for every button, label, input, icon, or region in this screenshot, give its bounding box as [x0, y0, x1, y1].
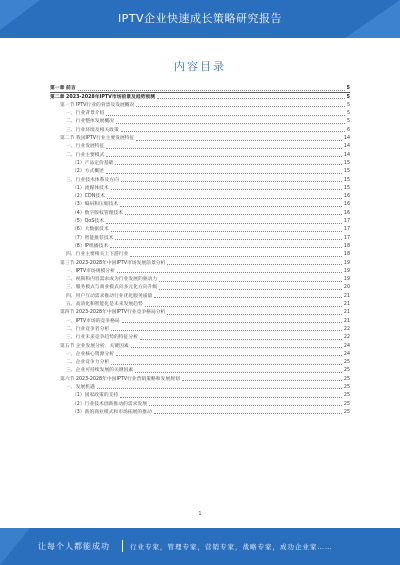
toc-entry-page: 14 [343, 152, 350, 158]
toc-entry-label: （3）编码和压缩技术 [72, 202, 119, 208]
page-number: 1 [198, 511, 202, 517]
toc-entry-page: 15 [343, 169, 350, 175]
toc-dot-leader [116, 355, 342, 356]
toc-entry[interactable] [50, 101, 350, 109]
toc-entry-page: 15 [343, 160, 350, 166]
toc-entry-page: 24 [343, 351, 350, 357]
toc-entry-label: 二、视频和内容需求成为行业发展的驱动力 [66, 277, 158, 283]
toc-dot-leader [159, 281, 342, 282]
toc-dot-leader [111, 231, 342, 232]
toc-dot-leader [111, 189, 342, 190]
toc-entry[interactable] [50, 208, 350, 216]
toc-entry[interactable] [50, 350, 350, 358]
toc-entry-label: 第一节 IPTV行业的背景及发展概况 [60, 102, 135, 108]
toc-dot-leader [97, 388, 342, 389]
toc-entry-label: 第一章 前言 [50, 86, 76, 92]
toc-dot-leader [159, 289, 342, 290]
toc-entry-page: 5 [346, 86, 350, 92]
toc-entry-label: 第二节 我国IPTV行业主要发展特征 [60, 136, 135, 142]
toc-dot-leader [136, 106, 345, 107]
toc-entry-label: （6）大数据技术 [72, 227, 109, 233]
toc-entry-label: 四、行业主要相关上下游行业 [66, 252, 129, 258]
toc-dot-leader [106, 173, 342, 174]
toc-entry-label: 三、行业未来竞争趋势的特征分析 [66, 335, 138, 341]
footer-separator [122, 540, 123, 552]
toc-entry[interactable] [50, 117, 350, 125]
toc-entry-page: 18 [343, 243, 350, 249]
toc-dot-leader [122, 322, 342, 323]
toc-entry-page: 25 [343, 368, 350, 374]
toc-entry[interactable] [50, 233, 350, 241]
toc-entry-page: 16 [343, 194, 350, 200]
toc-entry-label: 二、企业竞争力分析 [66, 360, 110, 366]
toc-entry[interactable] [50, 192, 350, 200]
toc-dot-leader [111, 330, 342, 331]
toc-dot-leader [167, 314, 342, 315]
toc-dot-leader [145, 306, 342, 307]
toc-entry[interactable] [50, 167, 350, 175]
toc-dot-leader [157, 98, 345, 99]
toc-dot-leader [182, 380, 342, 381]
toc-dot-leader [121, 131, 345, 132]
toc-entry-page: 14 [343, 136, 350, 142]
toc-entry[interactable] [50, 275, 350, 283]
toc-entry-label: 三、服务模式与商业模式向多元化方向升级 [66, 285, 158, 291]
toc-entry-page: 24 [343, 343, 350, 349]
toc-entry-page: 21 [343, 318, 350, 324]
toc-entry[interactable] [50, 225, 350, 233]
toc-entry[interactable] [50, 399, 350, 407]
toc-dot-leader [154, 413, 342, 414]
toc-entry[interactable] [50, 300, 350, 308]
toc-entry-page: 16 [343, 210, 350, 216]
toc-entry-label: 三、企业可持续发展的关键因素 [66, 368, 134, 374]
toc-entry[interactable] [50, 184, 350, 192]
toc-dot-leader [131, 347, 342, 348]
toc-dot-leader [117, 272, 342, 273]
toc-dot-leader [111, 364, 342, 365]
toc-entry-label: （2）CDN技术 [72, 194, 105, 200]
toc-entry[interactable] [50, 125, 350, 133]
toc-dot-leader [120, 397, 342, 398]
toc-entry-label: （7）智能推荐技术 [72, 235, 114, 241]
toc-entry-page: 5 [346, 111, 350, 117]
toc-entry-page: 15 [343, 185, 350, 191]
toc-dot-leader [121, 181, 342, 182]
toc-entry-label: 一、发展机遇 [66, 384, 95, 390]
footer-tagline: 行业专家，管理专家，营销专家，战略专家，成功企业家…… [130, 543, 333, 551]
toc-entry-page: 18 [343, 252, 350, 258]
toc-entry[interactable] [50, 142, 350, 150]
toc-dot-leader [78, 90, 345, 91]
toc-entry[interactable] [50, 200, 350, 208]
toc-entry[interactable] [50, 92, 350, 100]
toc-entry[interactable] [50, 325, 350, 333]
toc-entry[interactable] [50, 159, 350, 167]
toc-dot-leader [167, 264, 342, 265]
toc-dot-leader [149, 405, 342, 406]
toc-entry[interactable] [50, 217, 350, 225]
toc-entry-label: 二、行业竞争者分析 [66, 326, 110, 332]
toc-dot-leader [110, 247, 342, 248]
toc-entry[interactable] [50, 366, 350, 374]
toc-entry[interactable] [50, 291, 350, 299]
toc-entry-label: （1）流媒体技术 [72, 185, 109, 191]
toc-entry-label: 第四节 2023-2028年中国IPTV行业竞争格局分析 [60, 310, 166, 316]
toc-entry[interactable] [50, 242, 350, 250]
toc-entry-label: 三、行业技术体系及方向 [66, 177, 119, 183]
toc-entry-label: （2）方式概述 [72, 169, 104, 175]
toc-entry[interactable] [50, 341, 350, 349]
toc-entry-label: 四、用户互动需求推动行业优化服务质量 [66, 293, 153, 299]
toc-entry-page: 22 [343, 335, 350, 341]
toc-entry[interactable] [50, 374, 350, 382]
toc-entry-label: 一、IPTV市场的竞争格局 [66, 318, 120, 324]
toc-entry-page: 19 [343, 277, 350, 283]
report-title: IPTV企业快速成长策略研究报告 [117, 12, 283, 25]
toc-dot-leader [115, 239, 341, 240]
toc-entry-page: 17 [343, 219, 350, 225]
toc-dot-leader [116, 123, 345, 124]
toc-entry-page: 25 [343, 376, 350, 382]
toc-entry-label: 第五节 企业发展分析、关键因素 [60, 343, 129, 349]
toc-entry-label: （8）IP组播技术 [72, 243, 109, 249]
toc-entry[interactable] [50, 267, 350, 275]
toc-entry-page: 21 [343, 302, 350, 308]
toc-entry[interactable] [50, 258, 350, 266]
toc-entry-page: 5 [346, 94, 350, 100]
toc-entry-page: 25 [343, 393, 350, 399]
toc-entry-page: 15 [343, 177, 350, 183]
toc-dot-leader [106, 223, 342, 224]
toc-entry-label: 第二章 2023-2028年IPTV市场前景及趋势预测 [50, 94, 156, 100]
toc-entry-label: 五、高清化和智能化是未来发展趋势 [66, 302, 143, 308]
toc-entry-page: 14 [343, 144, 350, 150]
toc-entry-page: 6 [346, 127, 350, 133]
toc-dot-leader [130, 256, 342, 257]
toc-entry[interactable] [50, 175, 350, 183]
toc-entry-page: 21 [343, 310, 350, 316]
toc-entry[interactable] [50, 333, 350, 341]
toc-dot-leader [106, 115, 345, 116]
toc-entry-page: 5 [346, 119, 350, 125]
toc-entry-page: 25 [343, 384, 350, 390]
toc-dot-leader [140, 339, 342, 340]
toc-entry-label: （2）行业技术创新推动的需求发展 [72, 401, 148, 407]
toc-entry[interactable] [50, 134, 350, 142]
toc-entry-page: 21 [343, 293, 350, 299]
toc-entry-page: 19 [343, 260, 350, 266]
toc-dot-leader [125, 214, 342, 215]
toc-entry-label: 二、行业整体发展概况 [66, 119, 114, 125]
toc-entry[interactable] [50, 84, 350, 92]
toc-entry[interactable] [50, 109, 350, 117]
toc-dot-leader [120, 206, 342, 207]
toc-entry-page: 17 [343, 235, 350, 241]
toc-entry[interactable] [50, 316, 350, 324]
toc-dot-leader [107, 198, 342, 199]
toc-entry-page: 20 [343, 285, 350, 291]
toc-entry-label: 第六节 2023-2028年中国IPTV行业营销策略和发展规划 [60, 376, 180, 382]
toc-entry-page: 16 [343, 202, 350, 208]
toc-dot-leader [115, 164, 341, 165]
footer-slogan: 让每个人都能成功 [38, 542, 110, 551]
toc-entry[interactable] [50, 383, 350, 391]
toc-entry-page: 19 [343, 268, 350, 274]
toc-entry-label: （5）QoS技术 [72, 219, 104, 225]
toc-entry[interactable] [50, 283, 350, 291]
toc-entry-label: 一、行业背景介绍 [66, 111, 105, 117]
toc-entry-page: 22 [343, 326, 350, 332]
toc-entry[interactable] [50, 250, 350, 258]
toc-dot-leader [135, 372, 342, 373]
toc-entry-label: 一、行业发展特征 [66, 144, 105, 150]
report-header-banner [0, 0, 400, 38]
toc-entry-page: 17 [343, 227, 350, 233]
toc-dot-leader [154, 297, 342, 298]
toc-entry-label: （4）数字版权管理技术 [72, 210, 124, 216]
toc-dot-leader [106, 148, 342, 149]
toc-entry-label: 一、IPTV市场规模分析 [66, 268, 115, 274]
toc-entry[interactable] [50, 308, 350, 316]
toc-entry[interactable] [50, 408, 350, 416]
toc-entry-label: （3）新的商业模式和市场拓展的推动 [72, 409, 152, 415]
toc-entry-label: 二、行业主要模式 [66, 152, 105, 158]
table-of-contents [50, 84, 350, 416]
toc-entry-label: （1）产品定价基础 [72, 160, 114, 166]
report-footer-banner [0, 528, 400, 565]
toc-entry-page: 25 [343, 401, 350, 407]
toc-heading: 内容目录 [174, 60, 226, 73]
toc-entry-label: （1）国家政策的支持 [72, 393, 119, 399]
toc-dot-leader [136, 140, 341, 141]
toc-entry[interactable] [50, 150, 350, 158]
toc-entry[interactable] [50, 391, 350, 399]
toc-entry-page: 25 [343, 360, 350, 366]
toc-entry-page: 5 [346, 102, 350, 108]
toc-entry-label: 三、行业环境及相关政策 [66, 127, 119, 133]
toc-dot-leader [106, 156, 342, 157]
toc-entry-label: 第三节 2023-2028年中国IPTV市场发展前景分析 [60, 260, 166, 266]
toc-entry-page: 25 [343, 409, 350, 415]
toc-entry[interactable] [50, 358, 350, 366]
toc-entry-label: 一、企业核心资源分析 [66, 351, 114, 357]
